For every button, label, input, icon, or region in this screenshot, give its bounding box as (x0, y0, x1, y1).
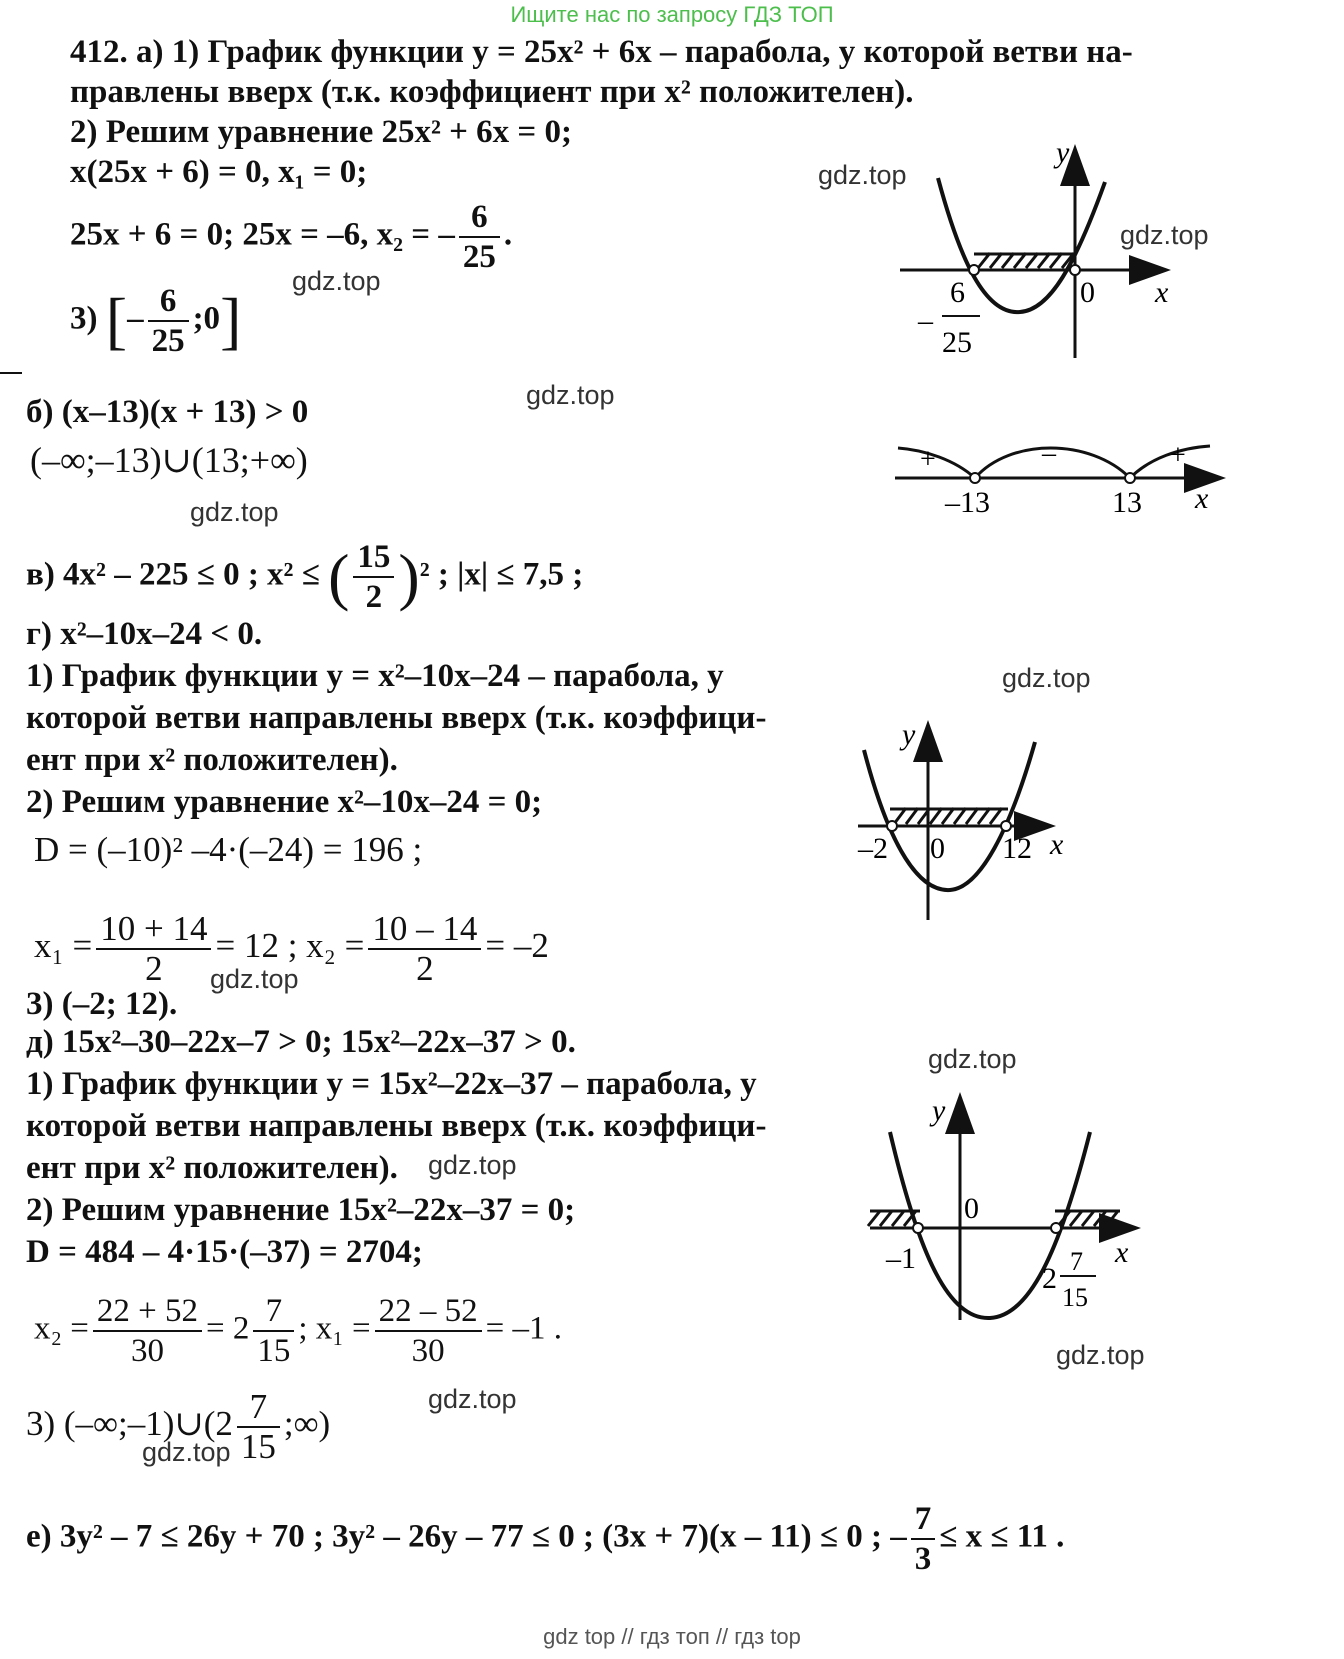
top-banner: Ищите нас по запросу ГДЗ ТОП (510, 2, 834, 27)
e1-den: 3 (914, 1541, 932, 1577)
graph-g-left-label: –2 (858, 832, 888, 865)
graph-g (850, 720, 1090, 940)
a5-post: . (503, 216, 513, 253)
a5-den: 25 (462, 239, 496, 275)
watermark: gdz.top (210, 964, 299, 994)
e1-pre: е) 3y² – 7 ≤ 26y + 70 ; 3y² – 26y – 77 ≤ 0 ; (3x + 7)(x – 11) ≤ 0 ; – (26, 1518, 907, 1555)
line-d3: которой ветви направлены вверх (т.к. коэффици- (26, 1108, 767, 1144)
d8-post: ;∞) (283, 1404, 331, 1444)
graph-d-right-num: 7 (1070, 1247, 1083, 1276)
line-a1: 412. а) 1) График функции y = 25x² + 6x – парабола, у которой ветви на- (70, 34, 1133, 70)
graph-a-y-label: y (1056, 140, 1070, 169)
d8-num: 7 (237, 1388, 280, 1428)
d7-num-1: 22 + 52 (93, 1292, 202, 1332)
watermark: gdz.top (1120, 220, 1209, 250)
watermark: gdz.top (526, 380, 615, 410)
d7-fnum: 7 (253, 1292, 294, 1332)
graph-d-left-label: –1 (886, 1242, 916, 1275)
g7-b: = 12 ; x₂ = (215, 926, 365, 966)
line-a6: 3) [– $\frac{6}{25}$ ;0] (70, 283, 242, 359)
d8-pre: 3) (–∞;–1)∪(2 (26, 1404, 233, 1444)
g7-a: x₁ = (34, 926, 93, 966)
d8-fraction (237, 1388, 280, 1466)
watermark: gdz.top (292, 266, 381, 296)
a6-den: 25 (151, 323, 185, 359)
watermark: gdz.top (1056, 1340, 1145, 1370)
line-e1 (26, 1500, 1064, 1578)
line-g2: 1) График функции y = x²–10x–24 – парабола, у (26, 658, 724, 694)
d7-fraction-mixed (253, 1292, 294, 1370)
line-d6: D = 484 – 4·15·(–37) = 2704; (26, 1234, 423, 1270)
d7-a: x₂ = (34, 1310, 89, 1347)
line-a2: правлены вверх (т.к. коэффициент при x² положителен). (70, 74, 914, 110)
a6-num: 6 (148, 282, 189, 322)
watermark: gdz.top (142, 1437, 231, 1467)
v1-num: 15 (353, 538, 394, 578)
a6-fraction (148, 282, 189, 360)
graph-g-right-label: 12 (1002, 832, 1032, 865)
d8-den: 15 (240, 1427, 276, 1466)
graph-d-x-label: x (1115, 1236, 1129, 1269)
g7-den-2: 2 (416, 949, 434, 988)
d7-e: = –1 . (485, 1310, 563, 1347)
line-g6: D = (–10)² –4·(–24) = 196 ; (34, 830, 423, 869)
graph-b-minus: – (1042, 438, 1056, 469)
g7-fraction-1 (96, 910, 211, 988)
g7-c: = –2 (485, 926, 549, 966)
graph-b-plus-right: + (1170, 440, 1186, 471)
d7-num-2: 22 – 52 (375, 1292, 482, 1332)
line-d2: 1) График функции y = 15x²–22x–37 – парабола, у (26, 1066, 757, 1102)
graph-b (890, 420, 1230, 530)
watermark: gdz.top (428, 1150, 517, 1180)
g7-num-2: 10 – 14 (368, 910, 481, 950)
footer-links: gdz top // гдз топ // гдз top (543, 1624, 801, 1649)
g7-fraction-2 (368, 910, 481, 988)
graph-a-root-den: 25 (942, 326, 972, 359)
right-bracket: ] (220, 285, 242, 356)
line-g5: 2) Решим уравнение x²–10x–24 = 0; (26, 784, 543, 820)
d7-fraction-2 (375, 1292, 482, 1370)
line-d1: д) 15x²–30–22x–7 > 0; 15x²–22x–37 > 0. (26, 1024, 576, 1060)
e1-fraction (911, 1500, 936, 1578)
watermark: gdz.top (1002, 663, 1091, 693)
line-g8: 3) (–2; 12). (26, 986, 178, 1022)
line-g1: г) x²–10x–24 < 0. (26, 616, 263, 652)
graph-a-minus: – (918, 304, 933, 337)
graph-a-root-num: 6 (950, 276, 965, 309)
graph-d-y-label: y (932, 1094, 946, 1127)
watermark: gdz.top (928, 1044, 1017, 1074)
v1-pre: в) 4x² – 225 ≤ 0 ; x² ≤ (26, 556, 320, 593)
d7-den-1: 30 (130, 1333, 164, 1369)
line-g4: ент при x² положителен). (26, 742, 398, 778)
graph-d-zero: 0 (964, 1192, 979, 1225)
graph-b-right-label: 13 (1112, 486, 1142, 519)
line-d5: 2) Решим уравнение 15x²–22x–37 = 0; (26, 1192, 576, 1228)
d7-fraction-1 (93, 1292, 202, 1370)
a6-post: ;0 (192, 300, 221, 337)
graph-b-left-label: –13 (945, 486, 990, 519)
graph-b-x-label: x (1195, 482, 1209, 515)
v1-fraction (353, 538, 394, 616)
d7-den-2: 30 (411, 1333, 445, 1369)
line-b1: б) (x–13)(x + 13) > 0 (26, 394, 309, 430)
watermark: gdz.top (818, 160, 907, 190)
g7-num-1: 10 + 14 (96, 910, 211, 950)
line-b2: (–∞;–13)∪(13;+∞) (30, 440, 308, 480)
d7-c: ; x₁ = (298, 1310, 371, 1347)
line-a5 (70, 198, 512, 276)
graph-d-right-den: 15 (1062, 1283, 1088, 1312)
line-v1 (26, 538, 583, 616)
margin-rule (0, 372, 22, 374)
a6-pre: 3) (70, 300, 98, 337)
a5-pre: 25x + 6 = 0; 25x = –6, x₂ = – (70, 216, 455, 253)
d7-b: = 2 (206, 1310, 250, 1347)
v1-den: 2 (365, 579, 383, 615)
graph-a-zero: 0 (1080, 276, 1095, 309)
e1-num: 7 (911, 1500, 936, 1540)
watermark: gdz.top (190, 497, 279, 527)
graph-d (860, 1090, 1150, 1340)
hatch-d (868, 1211, 1118, 1226)
a5-fraction (459, 198, 500, 276)
line-a4: x(25x + 6) = 0, x₁ = 0; (70, 154, 368, 190)
v1-lparen: ( (328, 541, 350, 612)
left-bracket: [ (105, 285, 128, 356)
a5-num: 6 (459, 198, 500, 238)
line-g3: которой ветви направлены вверх (т.к. коэффици- (26, 700, 767, 736)
watermark: gdz.top (428, 1384, 517, 1414)
graph-d-right-int: 2 (1042, 1262, 1057, 1295)
v1-rparen: ) (398, 541, 420, 612)
line-a3: 2) Решим уравнение 25x² + 6x = 0; (70, 114, 572, 150)
e1-post: ≤ x ≤ 11 . (939, 1518, 1065, 1555)
d7-fden: 15 (257, 1333, 291, 1369)
v1-post: ² ; |x| ≤ 7,5 ; (419, 556, 584, 593)
g7-den-1: 2 (145, 949, 163, 988)
line-d7 (34, 1292, 562, 1370)
graph-g-y-label: y (902, 720, 916, 751)
line-d4: ент при x² положителен). (26, 1150, 398, 1186)
graph-g-x-label: x (1050, 828, 1064, 861)
graph-a-x-label: x (1155, 276, 1169, 309)
graph-a (900, 140, 1190, 370)
graph-b-plus-left: + (920, 444, 936, 475)
graph-g-zero: 0 (930, 832, 945, 865)
